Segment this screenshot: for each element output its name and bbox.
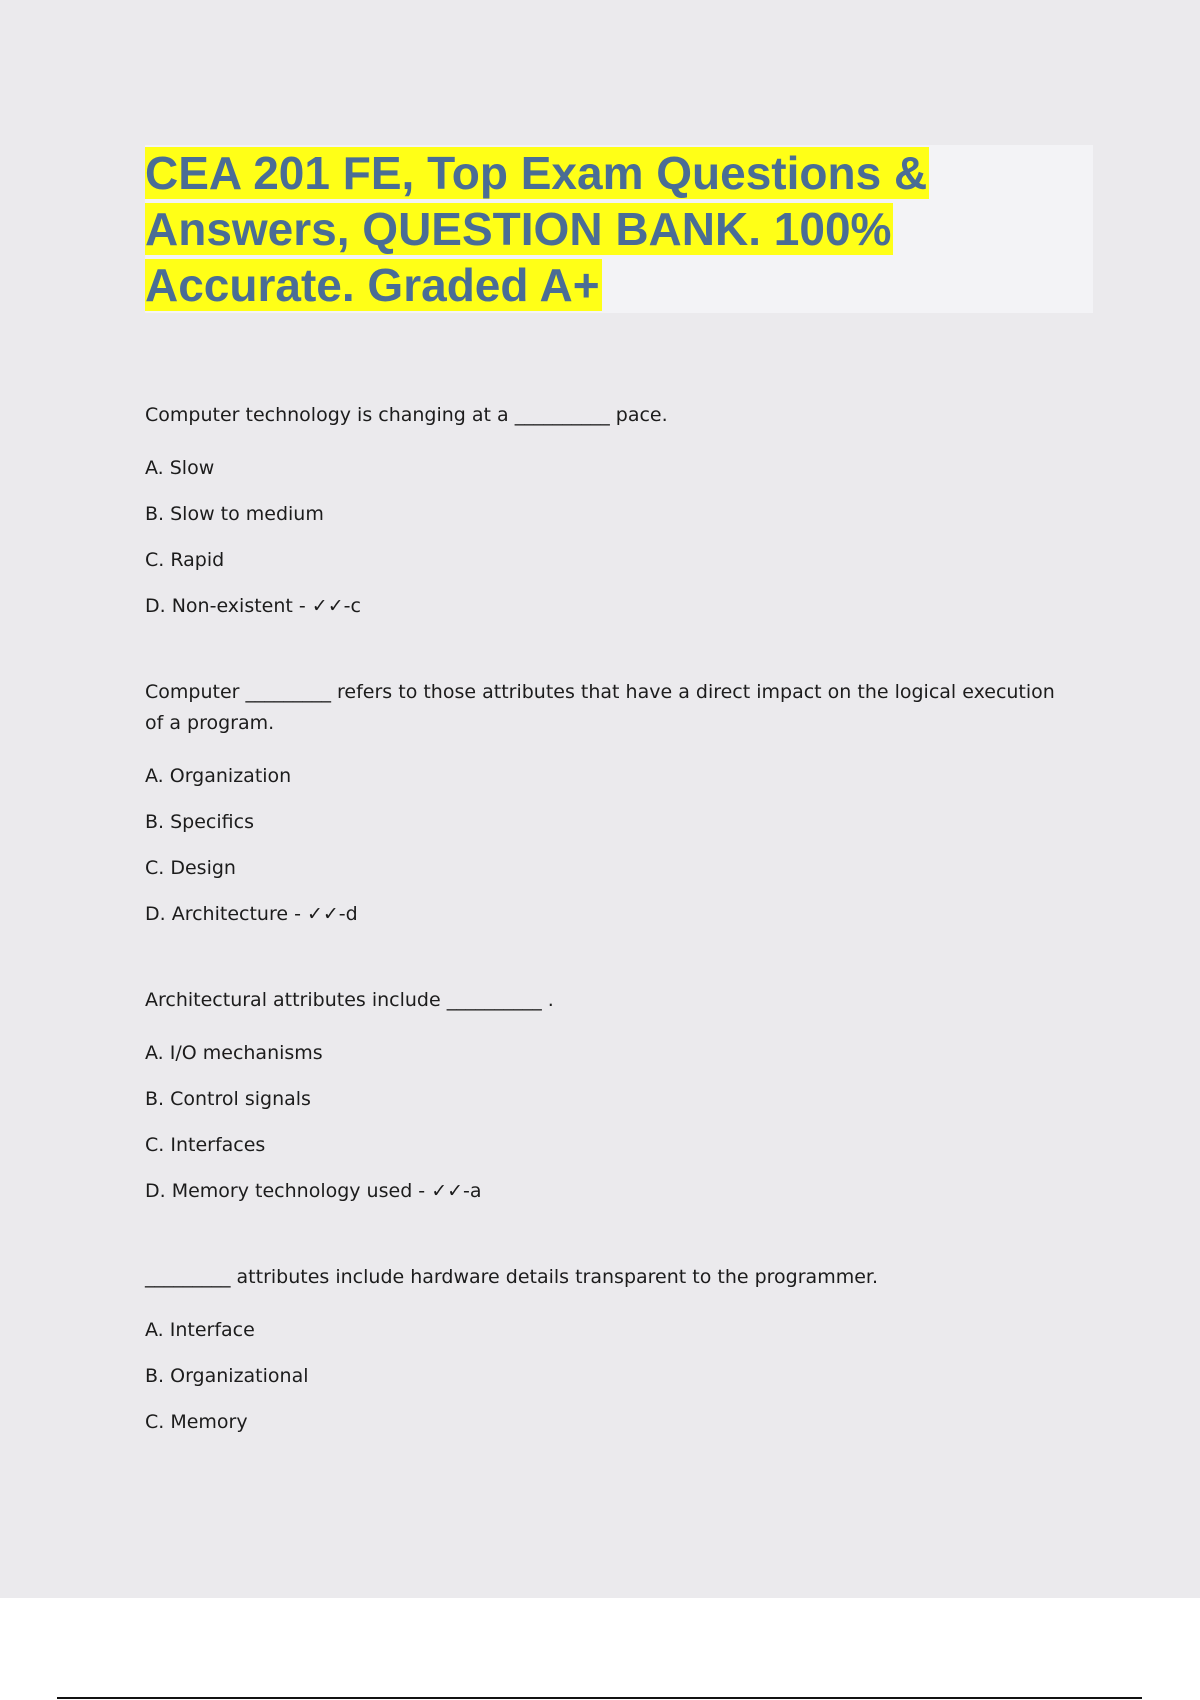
option-a: A. Slow <box>145 457 215 479</box>
option-c: C. Rapid <box>145 549 225 571</box>
option-b: B. Specifics <box>145 811 254 833</box>
option-d-answer: D. Memory technology used - ✓✓-a <box>145 1180 482 1202</box>
question-2 <box>145 677 1075 937</box>
option-c: C. Memory <box>145 1411 248 1433</box>
question-4 <box>145 1262 1075 1445</box>
option-b: B. Control signals <box>145 1088 311 1110</box>
option-d-answer: D. Non-existent - ✓✓-c <box>145 595 361 617</box>
question-3 <box>145 985 1075 1214</box>
option-a: A. Interface <box>145 1319 255 1341</box>
footer-divider <box>57 1697 1142 1699</box>
question-list <box>145 400 1075 1493</box>
question-text: Computer technology is changing at a __________ pace. <box>145 404 668 426</box>
option-b: B. Organizational <box>145 1365 309 1387</box>
document-title-text: CEA 201 FE, Top Exam Questions & Answers, QUESTION BANK. 100% Accurate. Graded A+ <box>145 147 928 311</box>
question-text: Computer _________ refers to those attributes that have a direct impact on the logical execution of a program. <box>145 681 1055 734</box>
option-a: A. I/O mechanisms <box>145 1042 323 1064</box>
option-a: A. Organization <box>145 765 292 787</box>
option-d-answer: D. Architecture - ✓✓-d <box>145 903 358 925</box>
question-text: _________ attributes include hardware details transparent to the programmer. <box>145 1266 879 1288</box>
option-c: C. Interfaces <box>145 1134 266 1156</box>
document-title <box>145 145 965 313</box>
option-b: B. Slow to medium <box>145 503 324 525</box>
option-c: C. Design <box>145 857 236 879</box>
question-text: Architectural attributes include __________ . <box>145 989 554 1011</box>
question-1 <box>145 400 1075 629</box>
